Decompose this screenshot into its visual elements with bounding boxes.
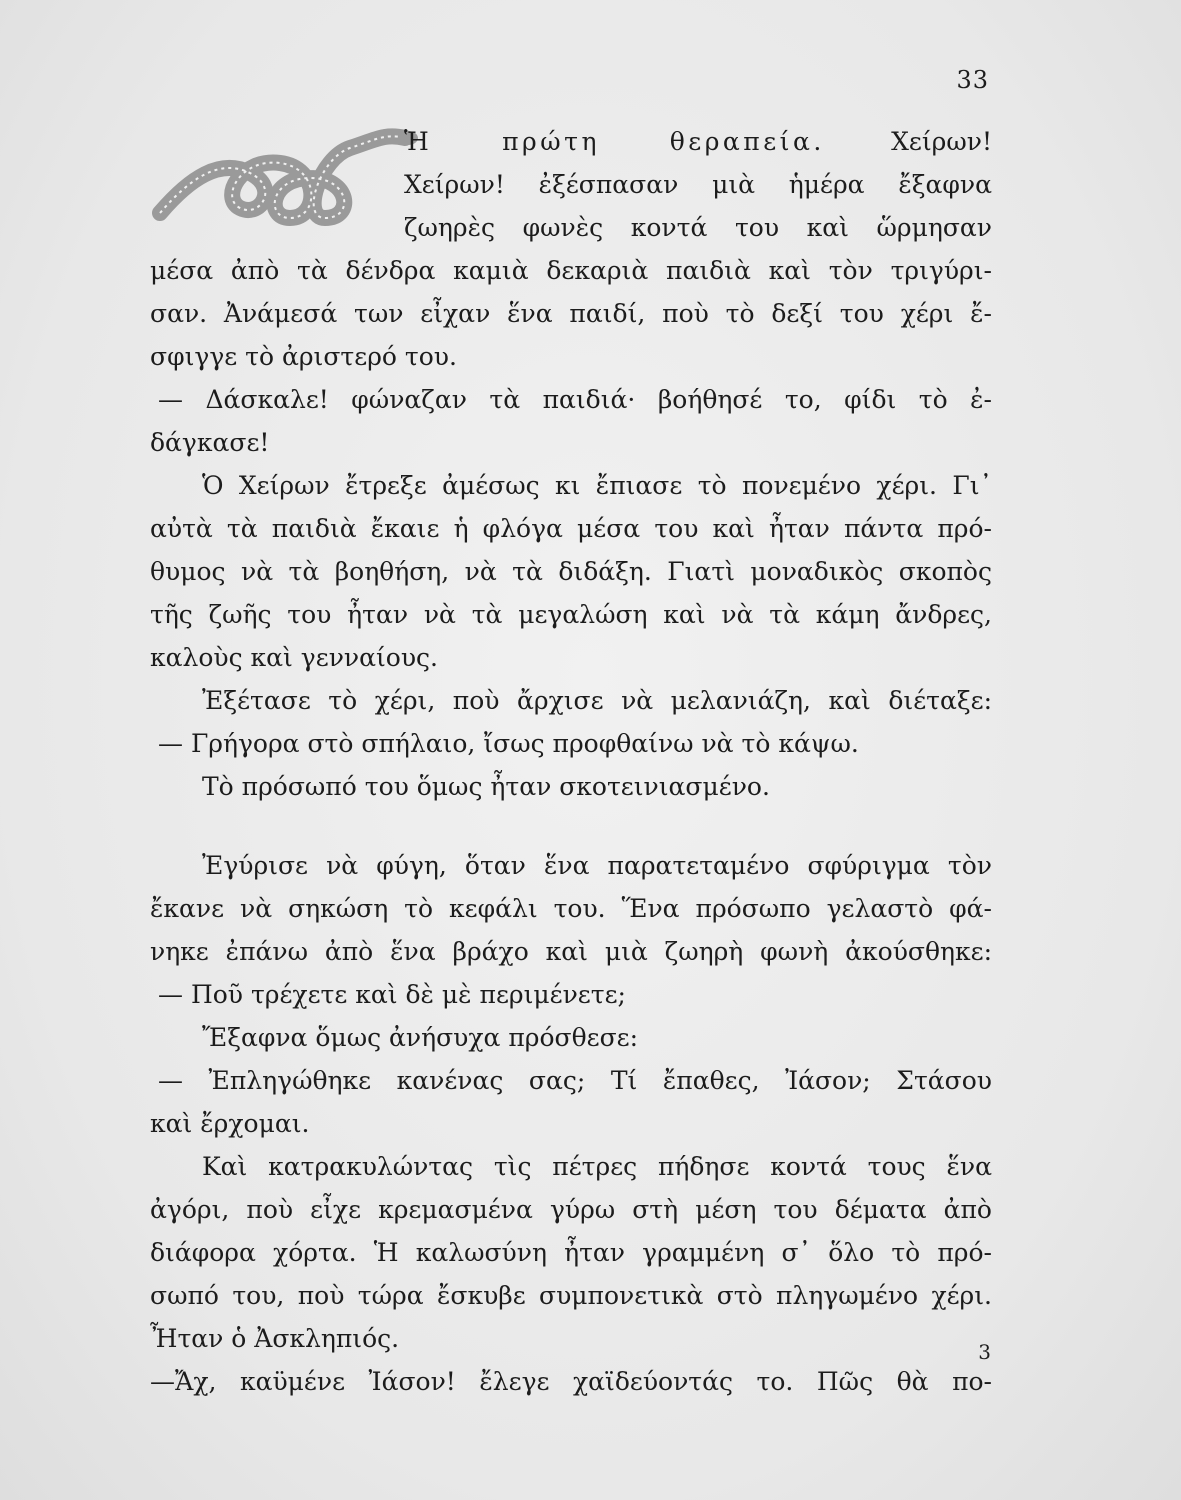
dialogue-line: — Ἐπληγώθηκε κανένας σας; Τί ἔπαθες, Ἰάσον; Στάσου <box>158 1066 992 1095</box>
dialogue-line: — Γρήγορα στὸ σπήλαιο, ἴσως προφθαίνω νὰ τὸ κάψω. <box>158 729 859 758</box>
page-number: 33 <box>956 66 989 94</box>
paragraph-start: Καὶ κατρακυλώντας τὶς πέτρες πήδησε κοντά τους ἕνα <box>202 1152 992 1181</box>
text-line: Χείρων! ἐξέσπασαν μιὰ ἡμέρα ἔξαφνα <box>404 170 992 199</box>
signature-mark: 3 <box>978 1340 991 1364</box>
heading-continuation: Χείρων! <box>824 127 993 156</box>
dialogue-line: — Ποῦ τρέχετε καὶ δὲ μὲ περιμένετε; <box>158 980 626 1009</box>
paragraph-start: Ἐξέτασε τὸ χέρι, ποὺ ἄρχισε νὰ μελανιάζη, καὶ διέταξε: <box>202 686 992 715</box>
text-line: τῆς ζωῆς του ἦταν νὰ τὰ μεγαλώση καὶ νὰ τὰ κάμη ἄνδρες, <box>150 600 992 629</box>
dialogue-line: — Δάσκαλε! φώναζαν τὰ παιδιά· βοήθησέ το, φίδι τὸ ἐ- <box>158 385 992 414</box>
dialogue-line: —Ἄχ, καϋμένε Ἰάσον! ἔλεγε χαϊδεύοντάς το. Πῶς θὰ πο- <box>150 1367 992 1396</box>
text-line: καὶ ἔρχομαι. <box>150 1109 310 1138</box>
text-line: μέσα ἀπὸ τὰ δένδρα καμιὰ δεκαριὰ παιδιὰ καὶ τὸν τριγύρι- <box>150 256 992 285</box>
paragraph-start: Ὁ Χείρων ἔτρεξε ἀμέσως κι ἔπιασε τὸ πονεμένο χέρι. Γι᾿ <box>202 471 992 500</box>
paragraph-start: Ἔξαφνα ὅμως ἀνήσυχα πρόσθεσε: <box>202 1023 639 1052</box>
text-line: αὐτὰ τὰ παιδιὰ ἔκαιε ἡ φλόγα μέσα του καὶ ἦταν πάντα πρό- <box>150 514 992 543</box>
text-line: καλοὺς καὶ γενναίους. <box>150 643 438 672</box>
text-line: δάγκασε! <box>150 428 270 457</box>
text-line: ἀγόρι, ποὺ εἶχε κρεμασμένα γύρω στὴ μέση του δέματα ἀπὸ <box>150 1195 992 1224</box>
heading-line <box>150 120 992 163</box>
paragraph-start: Τὸ πρόσωπό του ὅμως ἦταν σκοτεινιασμένο. <box>202 772 770 801</box>
text-line: ζωηρὲς φωνὲς κοντά του καὶ ὥρμησαν <box>404 213 992 242</box>
section-heading: Ἡ πρώτη θεραπεία. <box>404 127 825 156</box>
text-line: ἔκανε νὰ σηκώση τὸ κεφάλι του. Ἕνα πρόσωπο γελαστὸ φά- <box>150 894 992 923</box>
text-line: σφιγγε τὸ ἀριστερό του. <box>150 342 457 371</box>
text-line: Ἦταν ὁ Ἀσκληπιός. <box>150 1324 400 1353</box>
text-line: διάφορα χόρτα. Ἡ καλωσύνη ἦταν γραμμένη σ᾿ ὅλο τὸ πρό- <box>150 1238 992 1267</box>
paragraph-start: Ἐγύρισε νὰ φύγη, ὅταν ἕνα παρατεταμένο σφύριγμα τὸν <box>202 851 992 880</box>
text-line: σωπό του, ποὺ τώρα ἔσκυβε συμπονετικὰ στὸ πληγωμένο χέρι. <box>150 1281 992 1310</box>
text-line: σαν. Ἀνάμεσά των εἶχαν ἕνα παιδί, ποὺ τὸ δεξί του χέρι ἔ- <box>150 299 992 328</box>
section-break <box>150 808 992 844</box>
text-line: θυμος νὰ τὰ βοηθήση, νὰ τὰ διδάξη. Γιατὶ μοναδικὸς σκοπὸς <box>150 557 992 586</box>
body-text <box>150 120 992 1403</box>
text-line: νηκε ἐπάνω ἀπὸ ἕνα βράχο καὶ μιὰ ζωηρὴ φωνὴ ἀκούσθηκε: <box>150 937 992 966</box>
